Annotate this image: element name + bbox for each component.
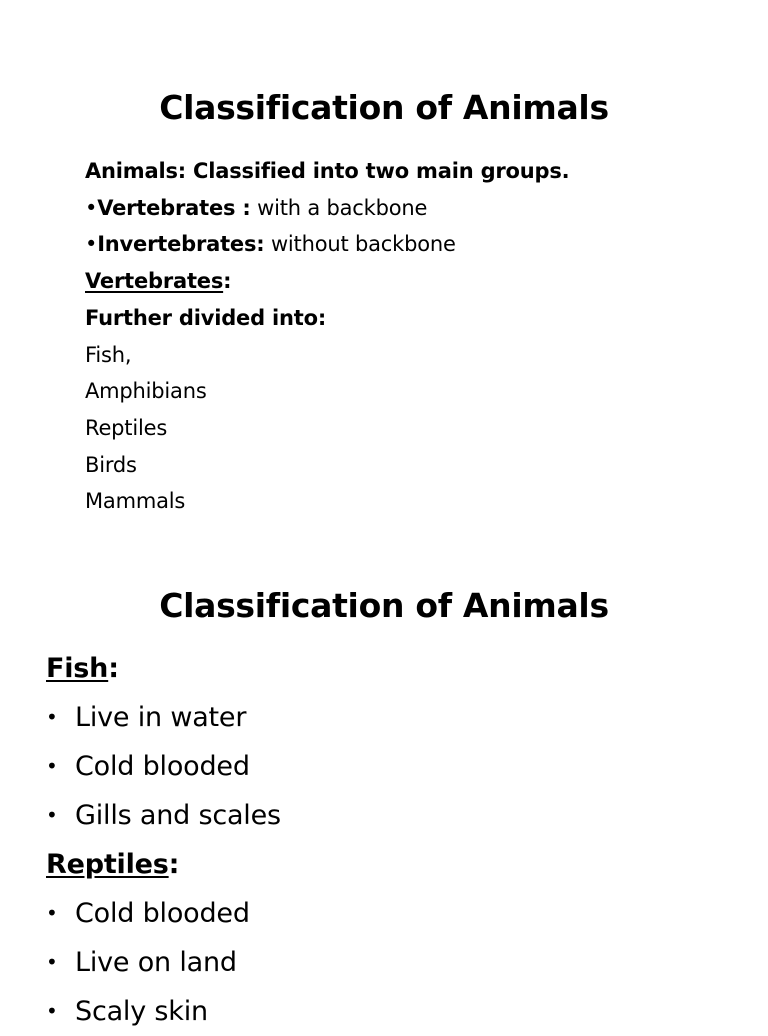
class-item-birds: Birds bbox=[85, 452, 137, 477]
item-text: Cold blooded bbox=[75, 751, 250, 782]
bullet-glyph: • bbox=[46, 705, 58, 729]
vertebrates-subheading bbox=[85, 263, 725, 300]
slide-1-body bbox=[85, 153, 725, 520]
heading-word: Fish bbox=[46, 653, 109, 684]
group-line-invertebrates bbox=[85, 226, 725, 263]
item-text: Scaly skin bbox=[75, 996, 208, 1027]
subheading-word: Vertebrates bbox=[85, 269, 224, 294]
group-name: Invertebrates: bbox=[97, 232, 265, 257]
class-item-amphibians: Amphibians bbox=[85, 379, 207, 404]
list-item bbox=[46, 938, 746, 987]
class-item-mammals: Mammals bbox=[85, 489, 186, 514]
bullet-glyph: • bbox=[46, 901, 58, 925]
class-item-fish: Fish, bbox=[85, 342, 132, 367]
slide-2-title: Classification of Animals bbox=[159, 586, 609, 625]
item-text: Live in water bbox=[75, 702, 247, 733]
heading-colon: : bbox=[108, 653, 119, 684]
list-item bbox=[46, 693, 746, 742]
heading-colon: : bbox=[168, 849, 180, 880]
divided-label: Further divided into: bbox=[85, 305, 327, 330]
section-heading-fish bbox=[46, 644, 746, 693]
bullet-glyph: • bbox=[46, 754, 58, 778]
subheading-colon: : bbox=[223, 269, 232, 294]
class-item-reptiles: Reptiles bbox=[85, 415, 168, 440]
list-item bbox=[46, 889, 746, 938]
item-text: Cold blooded bbox=[75, 898, 250, 929]
slide-2-body bbox=[46, 644, 746, 1036]
group-desc: with a backbone bbox=[250, 195, 428, 220]
intro-line: Animals: Classified into two main groups. bbox=[85, 159, 570, 183]
bullet-glyph: • bbox=[46, 950, 58, 974]
list-item bbox=[46, 987, 746, 1036]
list-item bbox=[46, 742, 746, 791]
bullet-glyph: • bbox=[85, 195, 98, 220]
group-line-vertebrates bbox=[85, 190, 725, 227]
group-name: Vertebrates : bbox=[97, 195, 251, 220]
heading-word: Reptiles bbox=[46, 849, 169, 880]
bullet-glyph: • bbox=[85, 232, 98, 257]
slide-1-title: Classification of Animals bbox=[159, 88, 609, 127]
group-desc: without backbone bbox=[264, 232, 456, 257]
list-item bbox=[46, 791, 746, 840]
item-text: Gills and scales bbox=[75, 800, 281, 831]
section-heading-reptiles bbox=[46, 840, 746, 889]
slide-2 bbox=[0, 540, 768, 1027]
bullet-glyph: • bbox=[46, 999, 58, 1023]
bullet-glyph: • bbox=[46, 803, 58, 827]
item-text: Live on land bbox=[75, 947, 237, 978]
